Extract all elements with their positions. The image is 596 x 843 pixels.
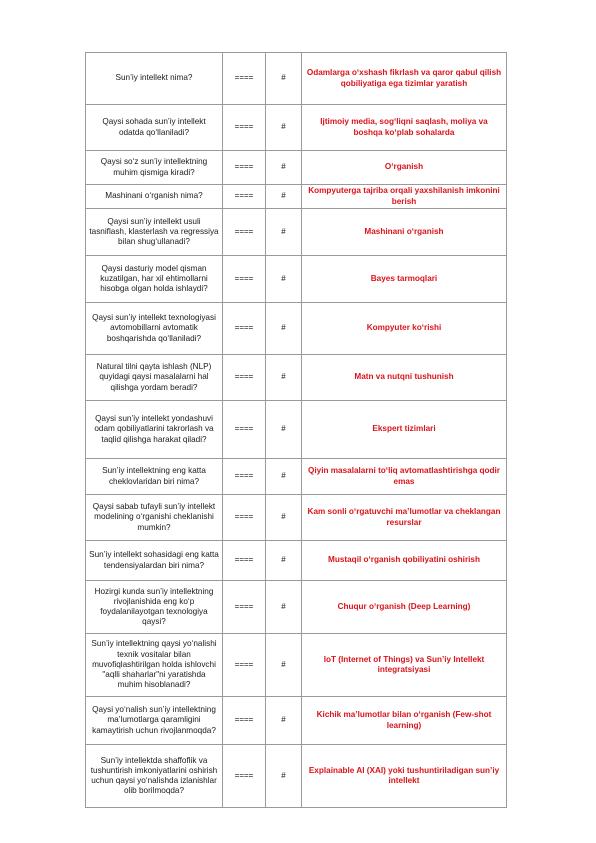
separator-cell: ==== [223, 401, 266, 459]
question-answer-table [85, 52, 507, 808]
table-row [86, 53, 507, 105]
answer-cell: Chuqur o‘rganish (Deep Learning) [302, 581, 507, 634]
question-cell: Sun’iy intellektning qaysi yo‘nalishi texnik vositalar bilan muvofiqlashtirilgan holda ishlovchi "aqlli shaharlar"ni yaratishda muhim hisoblanadi? [86, 634, 223, 697]
question-cell: Sun’iy intellektda shaffoflik va tushuntirish imkoniyatlarini oshirish uchun qaysi yo‘nalishda izlanishlar olib borilmoqda? [86, 745, 223, 808]
hash-cell: # [266, 634, 302, 697]
hash-cell: # [266, 355, 302, 401]
separator-cell: ==== [223, 634, 266, 697]
hash-cell: # [266, 745, 302, 808]
question-cell: Qaysi sabab tufayli sun’iy intellekt modelining o‘rganishi cheklanishi mumkin? [86, 495, 223, 541]
table-row [86, 697, 507, 745]
answer-cell: Explainable AI (XAI) yoki tushuntiriladigan sun’iy intellekt [302, 745, 507, 808]
question-cell: Sun’iy intellektning eng katta cheklovlaridan biri nima? [86, 459, 223, 495]
hash-cell: # [266, 581, 302, 634]
separator-cell: ==== [223, 697, 266, 745]
answer-cell: Mashinani o‘rganish [302, 209, 507, 256]
table-row [86, 495, 507, 541]
hash-cell: # [266, 256, 302, 303]
answer-cell: Kichik ma’lumotlar bilan o‘rganish (Few-shot learning) [302, 697, 507, 745]
hash-cell: # [266, 105, 302, 151]
table-row [86, 634, 507, 697]
hash-cell: # [266, 459, 302, 495]
table-row [86, 185, 507, 209]
table-row [86, 581, 507, 634]
table-row [86, 151, 507, 185]
question-cell: Qaysi yo‘nalish sun’iy intellektning ma’lumotlarga qaramligini kamaytirish uchun rivojlanmoqda? [86, 697, 223, 745]
table-row [86, 401, 507, 459]
separator-cell: ==== [223, 105, 266, 151]
hash-cell: # [266, 151, 302, 185]
separator-cell: ==== [223, 209, 266, 256]
answer-cell: Odamlarga o‘xshash fikrlash va qaror qabul qilish qobiliyatiga ega tizimlar yaratish [302, 53, 507, 105]
separator-cell: ==== [223, 53, 266, 105]
hash-cell: # [266, 209, 302, 256]
separator-cell: ==== [223, 745, 266, 808]
answer-cell: Bayes tarmoqlari [302, 256, 507, 303]
question-cell: Natural tilni qayta ishlash (NLP) quyidagi qaysi masalalarni hal qilishga yordam beradi? [86, 355, 223, 401]
question-cell: Qaysi sun’iy intellekt usuli tasniflash, klasterlash va regressiya bilan shug‘ullanadi? [86, 209, 223, 256]
hash-cell: # [266, 541, 302, 581]
question-cell: Mashinani o‘rganish nima? [86, 185, 223, 209]
answer-cell: Kompyuterga tajriba orqali yaxshilanish imkonini berish [302, 185, 507, 209]
separator-cell: ==== [223, 541, 266, 581]
hash-cell: # [266, 185, 302, 209]
answer-cell: IoT (Internet of Things) va Sun’iy Intellekt integratsiyasi [302, 634, 507, 697]
question-cell: Qaysi so‘z sun’iy intellektning muhim qismiga kiradi? [86, 151, 223, 185]
question-cell: Qaysi sun’iy intellekt texnologiyasi avtomobillarni avtomatik boshqarishda qo‘llaniladi? [86, 303, 223, 355]
answer-cell: Ekspert tizimlari [302, 401, 507, 459]
question-cell: Sun’iy intellekt nima? [86, 53, 223, 105]
separator-cell: ==== [223, 185, 266, 209]
answer-cell: Mustaqil o‘rganish qobiliyatini oshirish [302, 541, 507, 581]
table-row [86, 256, 507, 303]
table-row [86, 541, 507, 581]
table-row [86, 105, 507, 151]
question-cell: Qaysi sun’iy intellekt yondashuvi odam qobiliyatlarini takrorlash va taqlid qilishga harakat qiladi? [86, 401, 223, 459]
separator-cell: ==== [223, 495, 266, 541]
separator-cell: ==== [223, 151, 266, 185]
table-row [86, 459, 507, 495]
answer-cell: Qiyin masalalarni to‘liq avtomatlashtirishga qodir emas [302, 459, 507, 495]
separator-cell: ==== [223, 459, 266, 495]
table-row [86, 209, 507, 256]
table-row [86, 745, 507, 808]
question-cell: Qaysi sohada sun’iy intellekt odatda qo‘llaniladi? [86, 105, 223, 151]
table-body [86, 53, 507, 808]
separator-cell: ==== [223, 355, 266, 401]
hash-cell: # [266, 303, 302, 355]
question-cell: Qaysi dasturiy model qisman kuzatilgan, har xil ehtimollarni hisobga olgan holda ishlaydi? [86, 256, 223, 303]
answer-cell: O‘rganish [302, 151, 507, 185]
answer-cell: Matn va nutqni tushunish [302, 355, 507, 401]
separator-cell: ==== [223, 581, 266, 634]
hash-cell: # [266, 53, 302, 105]
table-row [86, 303, 507, 355]
answer-cell: Kam sonli o‘rgatuvchi ma’lumotlar va cheklangan resurslar [302, 495, 507, 541]
separator-cell: ==== [223, 303, 266, 355]
hash-cell: # [266, 401, 302, 459]
answer-cell: Kompyuter ko‘rishi [302, 303, 507, 355]
hash-cell: # [266, 697, 302, 745]
hash-cell: # [266, 495, 302, 541]
separator-cell: ==== [223, 256, 266, 303]
table-row [86, 355, 507, 401]
question-cell: Sun’iy intellekt sohasidagi eng katta tendensiyalardan biri nima? [86, 541, 223, 581]
question-cell: Hozirgi kunda sun’iy intellektning rivojlanishida eng ko‘p foydalanilayotgan texnologiya qaysi? [86, 581, 223, 634]
answer-cell: Ijtimoiy media, sog‘liqni saqlash, moliya va boshqa ko‘plab sohalarda [302, 105, 507, 151]
